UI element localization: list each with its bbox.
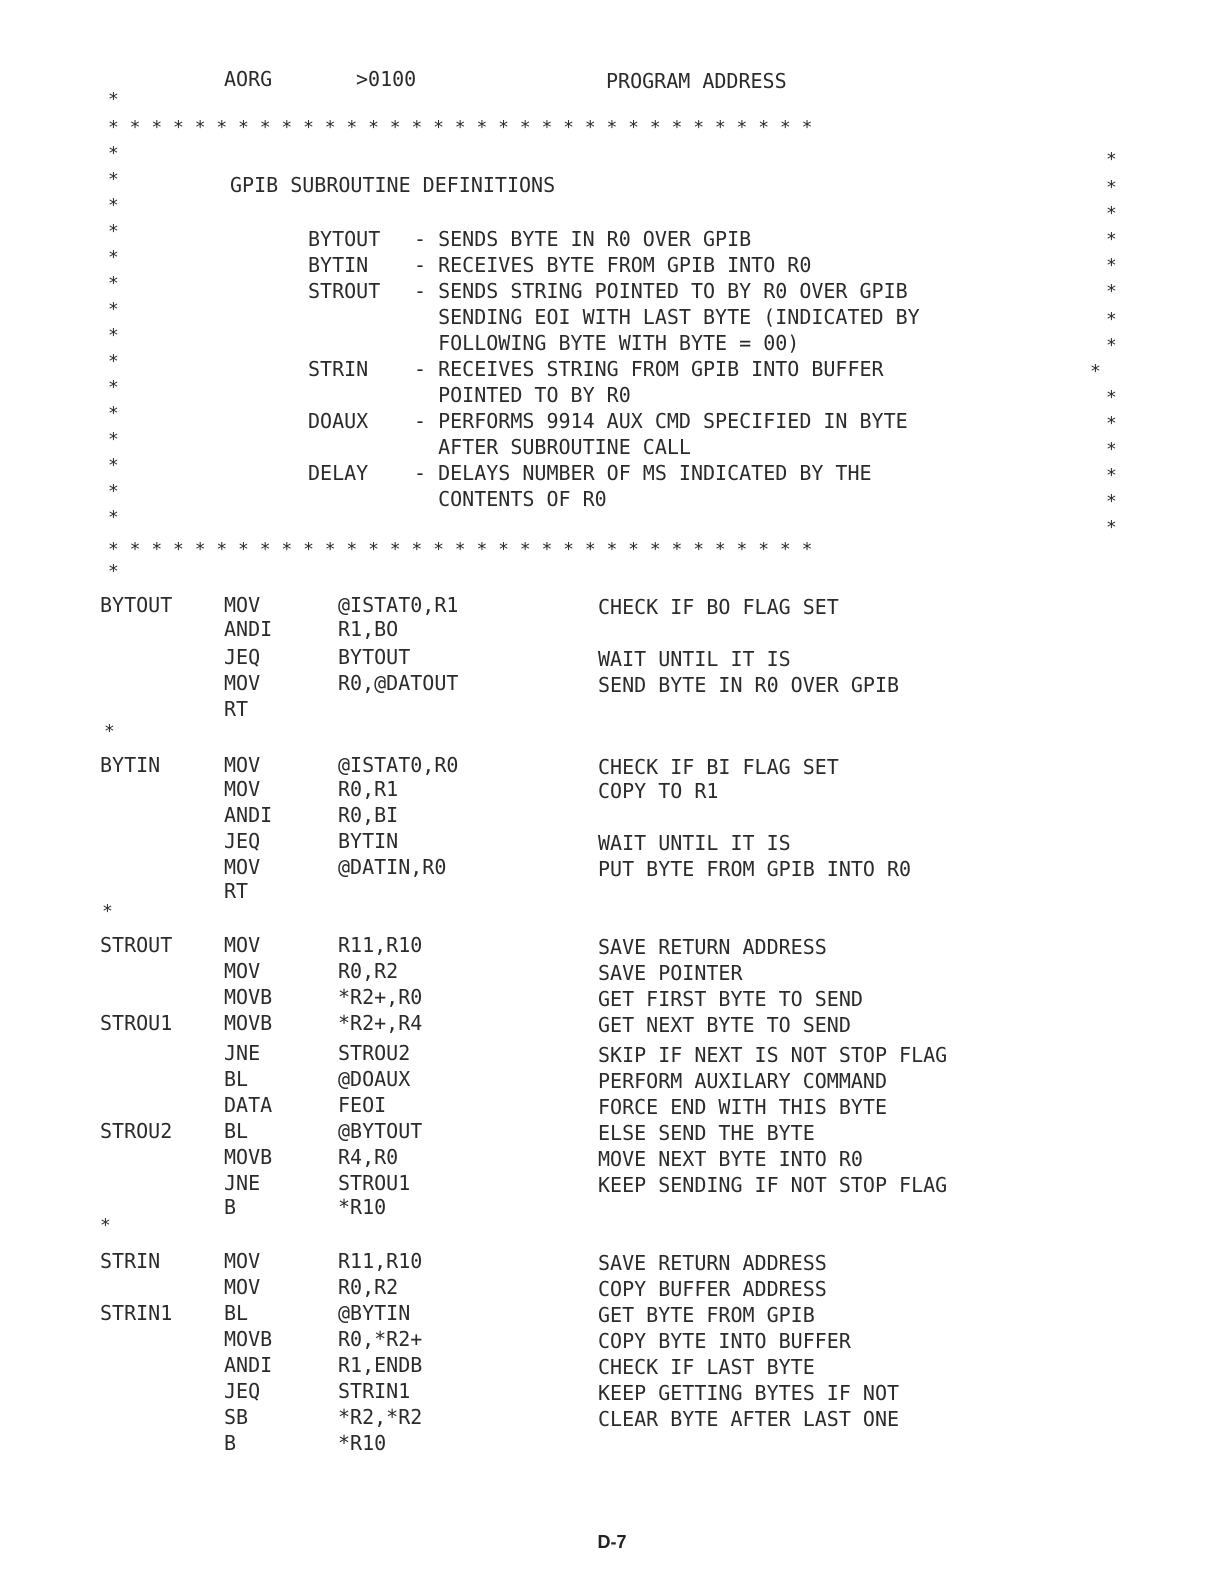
comment-star-row-top: * * * * * * * * * * * * * * * * * * * * * * * * * * * * * * * * * xyxy=(108,117,813,138)
code-operand: @ISTAT0,R0 xyxy=(338,753,459,777)
code-comment: WAIT UNTIL IT IS xyxy=(598,647,791,671)
separator-star: * xyxy=(104,721,115,742)
code-operand: R0,@DATOUT xyxy=(338,671,459,695)
comment-star: * xyxy=(108,247,119,268)
code-opcode: MOV xyxy=(224,959,261,983)
comment-star: * xyxy=(108,89,119,110)
code-comment: COPY TO R1 xyxy=(598,779,719,803)
code-comment: COPY BUFFER ADDRESS xyxy=(598,1277,827,1301)
code-operand: R0,BI xyxy=(338,803,399,827)
comment-star: * xyxy=(108,561,119,582)
comment-star: * xyxy=(1106,309,1117,330)
code-opcode: MOV xyxy=(224,671,261,695)
code-opcode: JEQ xyxy=(224,829,261,853)
code-operand: R0,R2 xyxy=(338,1275,399,1299)
definition-description: FOLLOWING BYTE WITH BYTE = 00) xyxy=(414,331,800,355)
comment-star: * xyxy=(1106,517,1117,538)
code-comment: FORCE END WITH THIS BYTE xyxy=(598,1095,887,1119)
code-comment: CHECK IF LAST BYTE xyxy=(598,1355,815,1379)
comment-star: * xyxy=(108,325,119,346)
header-address: >0100 xyxy=(356,67,417,91)
definition-name: DELAY xyxy=(308,461,369,485)
code-operand: R11,R10 xyxy=(338,933,423,957)
code-operand: R0,R2 xyxy=(338,959,399,983)
code-comment: GET NEXT BYTE TO SEND xyxy=(598,1013,851,1037)
code-comment: PERFORM AUXILARY COMMAND xyxy=(598,1069,887,1093)
code-operand: @DATIN,R0 xyxy=(338,855,447,879)
code-comment: KEEP GETTING BYTES IF NOT xyxy=(598,1381,900,1405)
comment-star: * xyxy=(108,143,119,164)
comment-star-row-bottom: * * * * * * * * * * * * * * * * * * * * * * * * * * * * * * * * * xyxy=(108,539,813,560)
comment-star: * xyxy=(1106,149,1117,170)
separator-star: * xyxy=(102,901,113,922)
code-opcode: MOVB xyxy=(224,1011,273,1035)
code-operand: @DOAUX xyxy=(338,1067,411,1091)
comment-star: * xyxy=(1090,361,1101,382)
code-opcode: MOV xyxy=(224,1275,261,1299)
code-operand: R4,R0 xyxy=(338,1145,399,1169)
code-opcode: BL xyxy=(224,1067,249,1091)
code-opcode: DATA xyxy=(224,1093,273,1117)
comment-star: * xyxy=(1106,465,1117,486)
code-opcode: MOV xyxy=(224,777,261,801)
code-operand: @BYTIN xyxy=(338,1301,411,1325)
definition-name: BYTIN xyxy=(308,253,369,277)
page-number: D-7 xyxy=(597,1532,627,1552)
code-label: STRIN xyxy=(100,1249,161,1273)
code-opcode: BL xyxy=(224,1301,249,1325)
code-comment: GET BYTE FROM GPIB xyxy=(598,1303,815,1327)
code-comment: WAIT UNTIL IT IS xyxy=(598,831,791,855)
comment-star: * xyxy=(108,377,119,398)
code-label: STROUT xyxy=(100,933,173,957)
code-operand: *R2+,R4 xyxy=(338,1011,423,1035)
code-comment: SAVE RETURN ADDRESS xyxy=(598,935,827,959)
definition-description: POINTED TO BY R0 xyxy=(414,383,631,407)
code-comment: SAVE POINTER xyxy=(598,961,743,985)
code-label: STROU1 xyxy=(100,1011,173,1035)
code-opcode: MOV xyxy=(224,593,261,617)
comment-star: * xyxy=(1106,203,1117,224)
code-opcode: BL xyxy=(224,1119,249,1143)
code-opcode: MOV xyxy=(224,855,261,879)
comment-star: * xyxy=(1106,335,1117,356)
code-label: BYTIN xyxy=(100,753,161,777)
code-label: BYTOUT xyxy=(100,593,173,617)
definition-description: CONTENTS OF R0 xyxy=(414,487,607,511)
code-operand: *R2,*R2 xyxy=(338,1405,423,1429)
code-opcode: MOVB xyxy=(224,985,273,1009)
comment-star: * xyxy=(108,221,119,242)
code-label: STRIN1 xyxy=(100,1301,173,1325)
code-opcode: MOVB xyxy=(224,1145,273,1169)
code-operand: *R2+,R0 xyxy=(338,985,423,1009)
definition-name: DOAUX xyxy=(308,409,369,433)
code-comment: SEND BYTE IN R0 OVER GPIB xyxy=(598,673,900,697)
code-operand: BYTIN xyxy=(338,829,399,853)
code-comment: PUT BYTE FROM GPIB INTO R0 xyxy=(598,857,912,881)
code-opcode: ANDI xyxy=(224,1353,273,1377)
code-comment: ELSE SEND THE BYTE xyxy=(598,1121,815,1145)
code-operand: R1,BO xyxy=(338,617,399,641)
code-operand: @BYTOUT xyxy=(338,1119,423,1143)
definition-description: - RECEIVES BYTE FROM GPIB INTO R0 xyxy=(414,253,812,277)
comment-star: * xyxy=(108,507,119,528)
code-opcode: JEQ xyxy=(224,645,261,669)
code-opcode: MOVB xyxy=(224,1327,273,1351)
code-opcode: SB xyxy=(224,1405,249,1429)
comment-star: * xyxy=(1106,177,1117,198)
comment-star: * xyxy=(1106,229,1117,250)
code-operand: R0,R1 xyxy=(338,777,399,801)
code-operand: R0,*R2+ xyxy=(338,1327,423,1351)
definition-description: - SENDS BYTE IN R0 OVER GPIB xyxy=(414,227,752,251)
code-opcode: MOV xyxy=(224,1249,261,1273)
code-operand: R11,R10 xyxy=(338,1249,423,1273)
comment-star: * xyxy=(108,403,119,424)
code-opcode: JNE xyxy=(224,1171,261,1195)
comment-star: * xyxy=(108,481,119,502)
code-comment: COPY BYTE INTO BUFFER xyxy=(598,1329,851,1353)
comment-star: * xyxy=(1106,491,1117,512)
separator-star: * xyxy=(100,1215,111,1236)
code-opcode: B xyxy=(224,1431,237,1455)
definition-name: BYTOUT xyxy=(308,227,381,251)
code-operand: *R10 xyxy=(338,1195,387,1219)
code-opcode: JEQ xyxy=(224,1379,261,1403)
comment-star: * xyxy=(1106,255,1117,276)
code-operand: STROU2 xyxy=(338,1041,411,1065)
code-opcode: RT xyxy=(224,879,249,903)
definition-name: STROUT xyxy=(308,279,381,303)
code-operand: BYTOUT xyxy=(338,645,411,669)
code-comment: KEEP SENDING IF NOT STOP FLAG xyxy=(598,1173,948,1197)
code-opcode: MOV xyxy=(224,753,261,777)
header-directive: AORG xyxy=(224,67,273,91)
code-comment: MOVE NEXT BYTE INTO R0 xyxy=(598,1147,863,1171)
definition-description: SENDING EOI WITH LAST BYTE (INDICATED BY xyxy=(414,305,920,329)
definition-description: - RECEIVES STRING FROM GPIB INTO BUFFER xyxy=(414,357,884,381)
code-operand: @ISTAT0,R1 xyxy=(338,593,459,617)
comment-star: * xyxy=(108,273,119,294)
header-comment: PROGRAM ADDRESS xyxy=(606,69,787,93)
definition-name: STRIN xyxy=(308,357,369,381)
code-comment: GET FIRST BYTE TO SEND xyxy=(598,987,863,1011)
code-comment: CHECK IF BO FLAG SET xyxy=(598,595,839,619)
definition-description: - SENDS STRING POINTED TO BY R0 OVER GPIB xyxy=(414,279,908,303)
definition-description: - PERFORMS 9914 AUX CMD SPECIFIED IN BYTE xyxy=(414,409,908,433)
code-comment: SKIP IF NEXT IS NOT STOP FLAG xyxy=(598,1043,948,1067)
code-opcode: JNE xyxy=(224,1041,261,1065)
code-comment: SAVE RETURN ADDRESS xyxy=(598,1251,827,1275)
comment-star: * xyxy=(1106,387,1117,408)
code-operand: STRIN1 xyxy=(338,1379,411,1403)
code-comment: CHECK IF BI FLAG SET xyxy=(598,755,839,779)
code-comment: CLEAR BYTE AFTER LAST ONE xyxy=(598,1407,900,1431)
comment-star: * xyxy=(1106,413,1117,434)
code-label: STROU2 xyxy=(100,1119,173,1143)
comment-star: * xyxy=(1106,439,1117,460)
definition-description: - DELAYS NUMBER OF MS INDICATED BY THE xyxy=(414,461,872,485)
code-opcode: B xyxy=(224,1195,237,1219)
comment-star: * xyxy=(108,169,119,190)
code-operand: FEOI xyxy=(338,1093,387,1117)
code-opcode: MOV xyxy=(224,933,261,957)
comment-star: * xyxy=(108,195,119,216)
code-opcode: ANDI xyxy=(224,803,273,827)
comment-star: * xyxy=(1106,281,1117,302)
comment-title: GPIB SUBROUTINE DEFINITIONS xyxy=(230,173,556,197)
code-operand: R1,ENDB xyxy=(338,1353,423,1377)
code-operand: STROU1 xyxy=(338,1171,411,1195)
code-opcode: RT xyxy=(224,697,249,721)
code-operand: *R10 xyxy=(338,1431,387,1455)
comment-star: * xyxy=(108,455,119,476)
comment-star: * xyxy=(108,299,119,320)
definition-description: AFTER SUBROUTINE CALL xyxy=(414,435,691,459)
comment-star: * xyxy=(108,429,119,450)
comment-star: * xyxy=(108,351,119,372)
code-opcode: ANDI xyxy=(224,617,273,641)
